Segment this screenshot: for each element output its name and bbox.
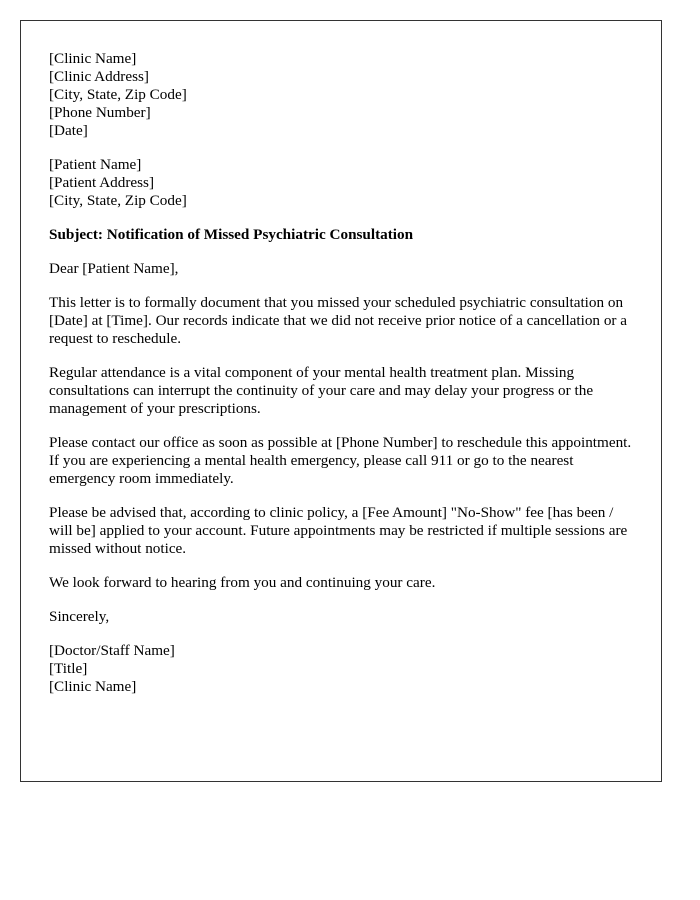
recipient-block — [49, 156, 633, 210]
recipient-name: [Patient Name] — [49, 156, 142, 173]
letter-page — [20, 20, 662, 782]
subject-line: Subject: Notification of Missed Psychiatric Consultation — [49, 226, 414, 243]
sender-city-state-zip: [City, State, Zip Code] — [49, 86, 187, 103]
signature-title: [Title] — [49, 660, 88, 677]
body-paragraph-missed-notice: This letter is to formally document that you missed your scheduled psychiatric consultation on [Date] at [Time]. Our records indicate that we did not receive prior notice of a cancellation or a request to reschedule. — [49, 294, 628, 347]
closing: Sincerely, — [49, 608, 110, 625]
spacer — [49, 140, 633, 156]
signature-clinic-name: [Clinic Name] — [49, 678, 137, 695]
recipient-city-state-zip: [City, State, Zip Code] — [49, 192, 187, 209]
recipient-address: [Patient Address] — [49, 174, 155, 191]
letter-date: [Date] — [49, 122, 88, 139]
sender-clinic-name: [Clinic Name] — [49, 50, 137, 67]
body-paragraph-fee-policy: Please be advised that, according to clinic policy, a [Fee Amount] "No-Show" fee [has been / will be] applied to your account. Future appointments may be restricted if multiple sessions are missed without notice. — [49, 504, 628, 557]
body-paragraph-contact: Please contact our office as soon as possible at [Phone Number] to reschedule this appointment. If you are experiencing a mental health emergency, please call 911 or go to the nearest emergency room immediately. — [49, 434, 632, 487]
signature-name: [Doctor/Staff Name] — [49, 642, 175, 659]
sender-block — [49, 50, 633, 140]
salutation: Dear [Patient Name], — [49, 260, 179, 277]
sender-phone: [Phone Number] — [49, 104, 151, 121]
sender-clinic-address: [Clinic Address] — [49, 68, 149, 85]
body-paragraph-attendance: Regular attendance is a vital component of your mental health treatment plan. Missing consultations can interrupt the continuity of your care and may delay your progress or the management of your prescriptions. — [49, 364, 594, 417]
signature-block — [49, 642, 633, 696]
body-paragraph-closing-remark: We look forward to hearing from you and continuing your care. — [49, 574, 436, 591]
